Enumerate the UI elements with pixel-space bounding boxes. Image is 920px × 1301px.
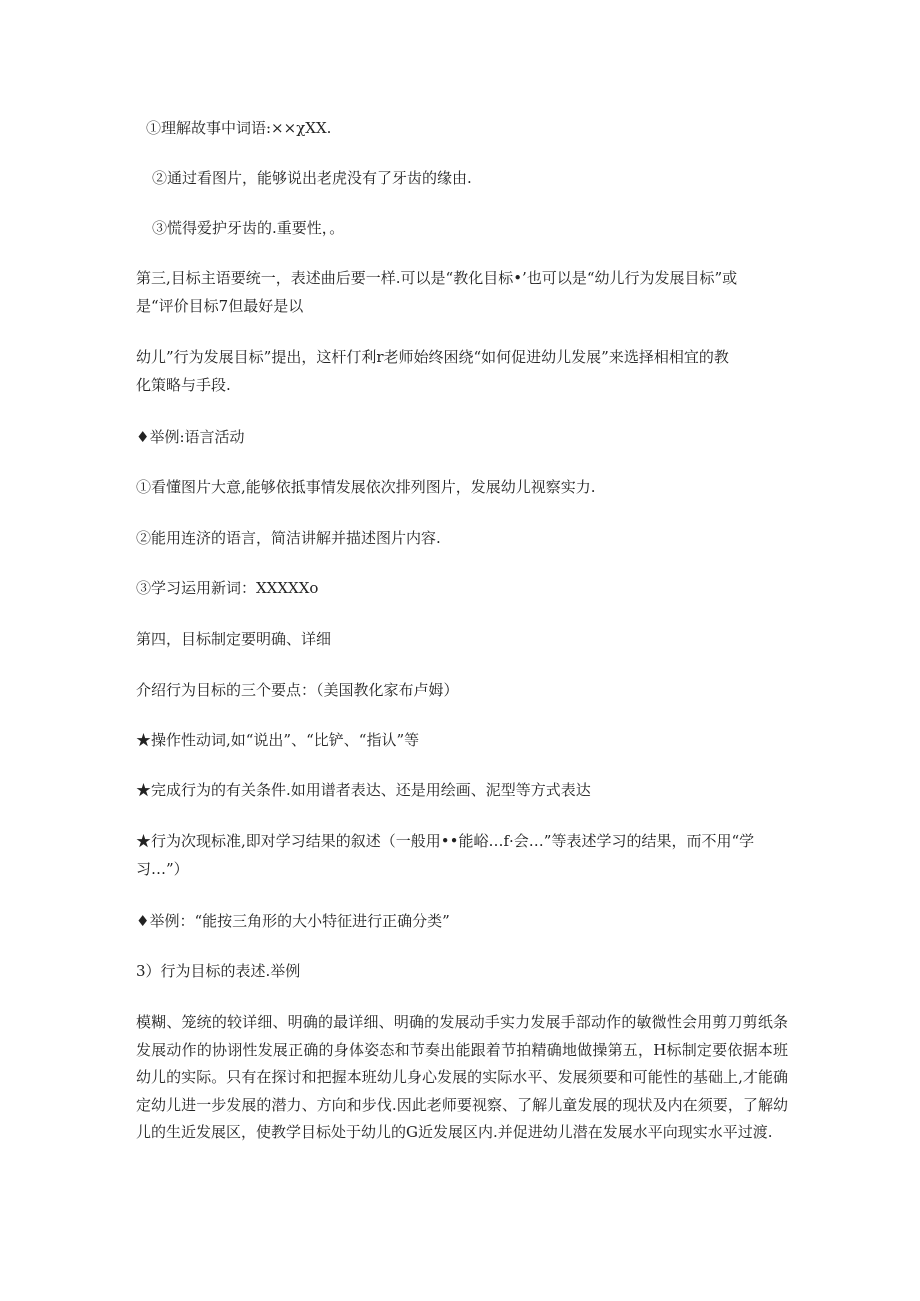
behavior-objective-heading: 3）行为目标的表述.举例 xyxy=(136,962,301,980)
three-points-intro: 介绍行为目标的三个要点：（美国教化家布卢姆） xyxy=(136,681,459,699)
point-1: ★操作性动词,如“说出”、“比铲、“指认”等 xyxy=(136,731,420,749)
final-paragraph: 模糊、笼统的较详细、明确的最详细、明确的发展动手实力发展手部动作的敏微性会用剪刀剪纸条发展动作的协诩性发展正确的身体姿态和节奏出能跟着节拍精确地做操第五，H标制定要依据本班幼儿的实际。只有在探讨和把握本班幼儿身心发展的实际水平、发展须要和可能性的基础上,才能确定幼儿进一步发展的潜力、方向和步伐.因此老师要视察、了解儿童发展的现状及内在须要，了解幼儿的生近发展区，使教学目标处于幼儿的G近发展区内.并促进幼儿潜在发展水平向现实水平过渡. xyxy=(136,1013,788,1141)
example-classification: ♦举例：“能按三角形的大小特征进行正确分类” xyxy=(136,912,450,930)
example-item-2: ②能用连济的语言，简洁讲解并描述图片内容. xyxy=(136,529,441,547)
example-item-3: ③学习运用新词：XXXXXo xyxy=(136,579,319,597)
example-heading: ♦举例:语言活动 xyxy=(136,428,245,446)
point-3-line-2: 习…”） xyxy=(136,860,189,878)
example-item-1: ①看懂图片大意,能够依抵事情发展依次排列图片，发展幼儿视察实力. xyxy=(136,478,596,496)
objective-line-2: ②通过看图片，能够说出老虎没有了牙齿的缘由. xyxy=(152,169,472,187)
section-three-line-3: 幼儿”行为发展目标”提出，这杆仃利r老师始终困绕“如何促进幼儿发展”来选择相相宜的教 xyxy=(136,348,729,366)
point-2: ★完成行为的有关条件.如用谱者表达、还是用绘画、泥型等方式表达 xyxy=(136,781,591,799)
objective-line-1: ①理解故事中词语:××χXX. xyxy=(146,119,332,137)
section-three-line-1: 第三,目标主语要统一，表述曲后要一样.可以是“教化目标•’也可以是“幼儿行为发展目标”或 xyxy=(136,269,738,287)
objective-line-3: ③慌得爱护牙齿的.重要性，。 xyxy=(152,219,345,237)
section-three-line-2: 是“评价目标7但最好是以 xyxy=(136,297,304,315)
section-four-heading: 第四，目标制定要明确、详细 xyxy=(136,630,332,648)
point-3-line-1: ★行为次现标准,即对学习结果的叙述（一般用••能峪…f·会…”等表述学习的结果，而不用“学 xyxy=(136,832,755,850)
section-three-line-4: 化策略与手段. xyxy=(136,376,231,394)
